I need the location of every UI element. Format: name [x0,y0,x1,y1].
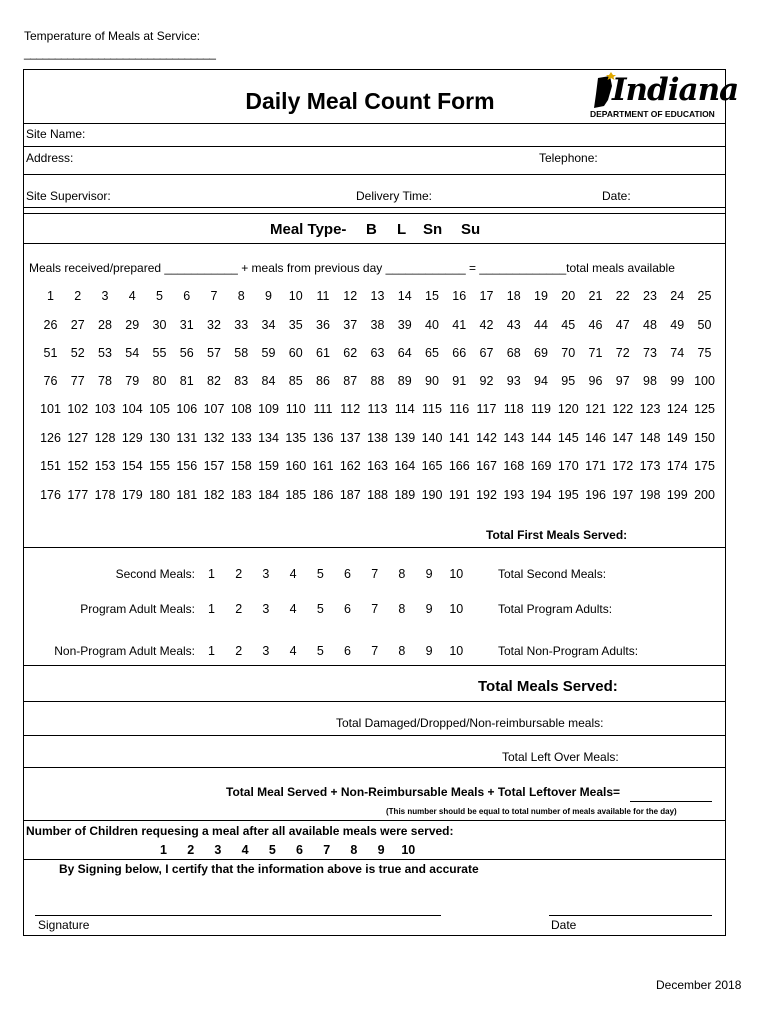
count-number[interactable]: 78 [98,374,112,388]
count-number[interactable]: 95 [561,374,576,388]
temperature-blank[interactable]: _______________________________ [24,46,216,60]
count-number[interactable]: 38 [370,318,385,332]
total-available-blank[interactable]: _____________ [479,261,567,275]
program-adult-label: Program Adult Meals: [80,602,195,616]
tally-number[interactable]: 9 [425,602,433,616]
count-row [37,374,717,392]
count-number[interactable]: 18 [506,289,521,303]
count-number[interactable]: 13 [370,289,385,303]
count-number[interactable]: 173 [639,459,661,473]
count-number[interactable]: 179 [121,488,143,502]
count-number[interactable]: 190 [421,488,443,502]
total-meals-served-label[interactable]: Total Meals Served: [478,678,618,695]
count-number[interactable]: 116 [449,402,470,416]
count-number[interactable]: 151 [40,459,61,473]
count-number[interactable]: 161 [312,459,334,473]
count-number[interactable]: 47 [615,318,630,332]
count-number[interactable]: 119 [531,402,551,416]
count-number[interactable]: 54 [125,346,140,360]
count-number[interactable]: 4 [128,289,136,303]
count-number[interactable]: 193 [503,488,525,502]
count-number[interactable]: 117 [476,402,497,416]
count-number[interactable]: 106 [176,402,198,416]
count-number[interactable]: 146 [585,431,606,445]
count-number[interactable]: 143 [503,431,525,445]
count-number[interactable]: 74 [670,346,685,360]
count-row [37,488,717,506]
count-number[interactable]: 21 [588,289,603,303]
meals-received-blank[interactable]: ___________ [164,261,238,275]
count-number[interactable]: 142 [476,431,497,445]
tally-number[interactable]: 6 [296,843,303,857]
count-number[interactable]: 33 [234,318,249,332]
count-number[interactable]: 67 [479,346,494,360]
tally-number[interactable]: 5 [316,602,324,616]
count-number[interactable]: 99 [670,374,685,388]
count-number[interactable]: 65 [425,346,439,360]
count-number[interactable]: 184 [258,488,279,502]
count-number[interactable]: 170 [557,459,579,473]
count-number[interactable]: 27 [70,318,85,332]
total-second-meals-label[interactable]: Total Second Meals: [498,567,607,581]
count-number[interactable]: 9 [265,289,272,303]
count-number[interactable]: 187 [339,488,361,502]
count-number[interactable]: 94 [534,374,548,388]
count-number[interactable]: 36 [316,318,330,332]
count-number[interactable]: 14 [397,289,412,303]
count-number[interactable]: 59 [261,346,276,360]
count-number[interactable]: 8 [237,289,245,303]
count-number[interactable]: 56 [179,346,194,360]
count-number[interactable]: 3 [101,289,109,303]
signature-label: Signature [38,918,90,932]
count-number[interactable]: 96 [588,374,603,388]
count-row [37,402,717,420]
count-number[interactable]: 92 [479,374,494,388]
logo-word: Indiana [612,72,739,108]
count-number[interactable]: 62 [343,346,358,360]
count-number[interactable]: 60 [288,346,303,360]
signature-date-label: Date [551,918,577,932]
meal-type-lunch[interactable]: L [397,221,407,238]
count-number[interactable]: 66 [452,346,467,360]
count-number[interactable]: 111 [313,402,333,416]
count-number[interactable]: 136 [312,431,334,445]
count-number[interactable]: 185 [285,488,307,502]
count-number[interactable]: 152 [67,459,89,473]
count-number[interactable]: 115 [422,402,442,416]
tally-number[interactable]: 2 [235,644,243,658]
count-number[interactable]: 37 [343,318,358,332]
total-formula-label: Total Meal Served + Non-Reimbursable Meals + Total Leftover Meals= [226,785,621,799]
site-name-label[interactable]: Site Name: [26,127,86,141]
count-number[interactable]: 6 [183,289,191,303]
tally-number[interactable]: 3 [214,843,222,857]
count-number[interactable]: 39 [397,318,412,332]
children-requesting-label: Number of Children requesing a meal after all available meals were served: [26,824,454,838]
certify-statement: By Signing below, I certify that the information above is true and accurate [59,862,479,876]
count-row [37,431,717,449]
count-number[interactable]: 20 [561,289,576,303]
count-number[interactable]: 29 [125,318,140,332]
tally-number[interactable]: 5 [268,843,276,857]
count-number[interactable]: 108 [230,402,252,416]
tally-number[interactable]: 1 [208,602,215,616]
count-number[interactable]: 76 [43,374,58,388]
total-first-meals-label: Total First Meals Served: [486,528,628,542]
count-number[interactable]: 45 [561,318,576,332]
count-number[interactable]: 196 [585,488,606,502]
count-number[interactable]: 50 [697,318,712,332]
count-number[interactable]: 57 [207,346,221,360]
count-number[interactable]: 198 [639,488,661,502]
count-number[interactable]: 194 [530,488,552,502]
tally-number[interactable]: 8 [398,644,406,658]
count-number[interactable]: 121 [585,402,606,416]
count-number[interactable]: 104 [121,402,143,416]
count-number[interactable]: 17 [479,289,494,303]
count-number[interactable]: 125 [694,402,715,416]
count-number[interactable]: 192 [476,488,497,502]
total-available-label: total meals available [566,261,675,275]
tally-number[interactable]: 9 [425,567,433,581]
count-row [37,459,717,477]
count-number[interactable]: 181 [176,488,198,502]
tally-number[interactable]: 3 [262,644,270,658]
count-number[interactable]: 15 [425,289,439,303]
count-number[interactable]: 183 [230,488,252,502]
count-number[interactable]: 7 [210,289,218,303]
count-number[interactable]: 186 [312,488,334,502]
tally-number[interactable]: 1 [160,843,167,857]
count-number[interactable]: 64 [397,346,412,360]
count-number[interactable]: 70 [561,346,576,360]
count-number[interactable]: 160 [285,459,307,473]
count-number[interactable]: 10 [288,289,303,303]
count-number[interactable]: 129 [121,431,143,445]
count-number[interactable]: 127 [67,431,89,445]
count-number[interactable]: 12 [343,289,358,303]
count-number[interactable]: 124 [666,402,688,416]
count-number[interactable]: 163 [367,459,388,473]
count-number[interactable]: 148 [639,431,661,445]
tally-number[interactable]: 2 [187,843,195,857]
count-number[interactable]: 172 [612,459,634,473]
signature-date-line[interactable] [549,915,712,916]
count-number[interactable]: 90 [425,374,439,388]
count-number[interactable]: 44 [534,318,548,332]
tally-number[interactable]: 5 [316,567,324,581]
count-number[interactable]: 132 [203,431,225,445]
count-number[interactable]: 97 [615,374,630,388]
count-number[interactable]: 177 [67,488,89,502]
count-number[interactable]: 23 [643,289,657,303]
count-number[interactable]: 174 [666,459,688,473]
count-number[interactable]: 19 [534,289,548,303]
count-number[interactable]: 135 [285,431,307,445]
meal-type-label: Meal Type- [270,221,347,238]
count-row [37,346,717,364]
tally-number[interactable]: 10 [449,644,464,658]
count-number[interactable]: 191 [448,488,470,502]
count-number[interactable]: 32 [207,318,221,332]
count-number[interactable]: 73 [643,346,657,360]
count-number[interactable]: 114 [394,402,415,416]
count-number[interactable]: 87 [343,374,358,388]
count-number[interactable]: 69 [534,346,548,360]
tally-number[interactable]: 10 [449,602,464,616]
count-row [37,289,717,307]
count-number[interactable]: 134 [258,431,279,445]
tally-number[interactable]: 9 [425,644,433,658]
count-number[interactable]: 178 [94,488,116,502]
tally-number[interactable]: 8 [398,567,406,581]
count-number[interactable]: 144 [530,431,552,445]
tally-number[interactable]: 10 [449,567,464,581]
total-program-adults-label[interactable]: Total Program Adults: [498,602,613,616]
count-number[interactable]: 176 [40,488,61,502]
tally-number[interactable]: 7 [371,644,379,658]
count-number[interactable]: 113 [367,402,388,416]
count-number[interactable]: 93 [506,374,521,388]
count-number[interactable]: 137 [339,431,361,445]
count-number[interactable]: 5 [156,289,163,303]
count-number[interactable]: 200 [694,488,715,502]
total-formula-blank[interactable] [630,801,712,802]
count-number[interactable]: 171 [585,459,606,473]
count-number[interactable]: 107 [203,402,225,416]
count-number[interactable]: 52 [70,346,85,360]
formula-note: (This number should be equal to total number of meals available for the day) [386,807,677,816]
meals-equation [29,261,675,275]
count-number[interactable]: 40 [425,318,439,332]
date-label[interactable]: Date: [602,189,631,203]
second-meals-numbers [198,567,478,585]
count-number[interactable]: 147 [612,431,634,445]
count-number[interactable]: 133 [230,431,252,445]
count-number[interactable]: 130 [149,431,170,445]
tally-number[interactable]: 2 [235,567,243,581]
count-number[interactable]: 2 [74,289,82,303]
count-number[interactable]: 131 [176,431,198,445]
count-number[interactable]: 42 [479,318,494,332]
count-number[interactable]: 105 [149,402,170,416]
count-number[interactable]: 43 [506,318,521,332]
count-number[interactable]: 199 [666,488,688,502]
count-number[interactable]: 188 [367,488,388,502]
tally-number[interactable]: 4 [289,602,297,616]
tally-number[interactable]: 5 [316,644,324,658]
address-label[interactable]: Address: [26,151,74,165]
count-number[interactable]: 89 [397,374,412,388]
count-number[interactable]: 123 [639,402,661,416]
count-number[interactable]: 102 [67,402,89,416]
count-number[interactable]: 149 [666,431,688,445]
count-number[interactable]: 138 [367,431,388,445]
tally-number[interactable]: 2 [235,602,243,616]
count-row [37,318,717,336]
delivery-time-label[interactable]: Delivery Time: [356,189,433,203]
count-number[interactable]: 162 [339,459,361,473]
count-number[interactable]: 164 [394,459,416,473]
count-number[interactable]: 118 [503,402,524,416]
count-number[interactable]: 26 [43,318,58,332]
nonprogram-adult-numbers [198,644,478,662]
count-number[interactable]: 103 [94,402,116,416]
count-number[interactable]: 61 [316,346,330,360]
count-number[interactable]: 153 [94,459,116,473]
footer-date: December 2018 [656,978,742,992]
count-number[interactable]: 48 [643,318,657,332]
count-number[interactable]: 109 [258,402,279,416]
count-number[interactable]: 51 [43,346,58,360]
site-supervisor-label[interactable]: Site Supervisor: [26,189,111,203]
count-number[interactable]: 140 [421,431,443,445]
count-number[interactable]: 165 [421,459,443,473]
previous-day-blank[interactable]: ____________ [385,261,466,275]
count-number[interactable]: 180 [149,488,170,502]
count-number[interactable]: 16 [452,289,467,303]
count-number[interactable]: 68 [506,346,521,360]
count-number[interactable]: 80 [152,374,167,388]
meal-type-breakfast[interactable]: B [366,221,377,238]
tally-number[interactable]: 10 [401,843,416,857]
tally-number[interactable]: 1 [208,567,215,581]
count-number[interactable]: 41 [452,318,467,332]
count-number[interactable]: 35 [288,318,303,332]
logo-subtitle: DEPARTMENT OF EDUCATION [590,109,715,119]
tally-number[interactable]: 8 [398,602,406,616]
count-number[interactable]: 34 [261,318,276,332]
tally-number[interactable]: 9 [377,843,385,857]
count-number[interactable]: 139 [394,431,416,445]
count-number[interactable]: 120 [557,402,579,416]
count-number[interactable]: 84 [261,374,276,388]
count-number[interactable]: 63 [370,346,385,360]
count-number[interactable]: 86 [316,374,330,388]
count-number[interactable]: 157 [203,459,225,473]
count-number[interactable]: 158 [230,459,252,473]
count-number[interactable]: 159 [258,459,279,473]
count-number[interactable]: 175 [694,459,715,473]
temperature-label: Temperature of Meals at Service: [24,29,201,43]
count-number[interactable]: 156 [176,459,198,473]
count-number[interactable]: 49 [670,318,685,332]
count-number[interactable]: 197 [612,488,634,502]
form-title: Daily Meal Count Form [245,88,495,114]
count-number[interactable]: 126 [40,431,61,445]
total-nonprogram-adults-label[interactable]: Total Non-Program Adults: [498,644,639,658]
count-number[interactable]: 189 [394,488,416,502]
nonprogram-adult-label: Non-Program Adult Meals: [54,644,195,658]
count-number[interactable]: 31 [179,318,194,332]
leftover-meals-label[interactable]: Total Left Over Meals: [502,750,619,764]
tally-number[interactable]: 8 [350,843,358,857]
count-number[interactable]: 81 [179,374,194,388]
count-number[interactable]: 167 [476,459,497,473]
meals-received-label: Meals received/prepared [29,261,162,275]
tally-number[interactable]: 4 [289,567,297,581]
tally-number[interactable]: 7 [323,843,331,857]
count-number[interactable]: 85 [288,374,303,388]
program-adult-numbers [198,602,478,620]
count-number[interactable]: 101 [40,402,61,416]
count-number[interactable]: 46 [588,318,603,332]
tally-number[interactable]: 7 [371,602,379,616]
tally-number[interactable]: 6 [344,567,351,581]
count-number[interactable]: 100 [694,374,715,388]
second-meals-label: Second Meals: [115,567,195,581]
count-number[interactable]: 1 [47,289,54,303]
indiana-doe-logo [590,72,739,120]
count-number[interactable]: 122 [612,402,634,416]
count-number[interactable]: 154 [121,459,143,473]
count-number[interactable]: 145 [557,431,579,445]
signature-line[interactable] [35,915,441,916]
previous-day-label: + meals from previous day [241,261,383,275]
count-number[interactable]: 83 [234,374,249,388]
count-number[interactable]: 110 [285,402,306,416]
count-number[interactable]: 195 [557,488,579,502]
count-number[interactable]: 112 [340,402,361,416]
tally-number[interactable]: 3 [262,567,270,581]
count-number[interactable]: 24 [670,289,685,303]
count-number[interactable]: 155 [149,459,170,473]
count-number[interactable]: 82 [207,374,221,388]
count-number[interactable]: 79 [125,374,140,388]
count-number[interactable]: 91 [452,374,467,388]
telephone-label[interactable]: Telephone: [539,151,598,165]
count-number[interactable]: 128 [94,431,116,445]
tally-number[interactable]: 7 [371,567,379,581]
count-number[interactable]: 55 [152,346,167,360]
damaged-meals-label[interactable]: Total Damaged/Dropped/Non-reimbursable meals: [336,716,604,730]
count-number[interactable]: 169 [530,459,552,473]
count-number[interactable]: 150 [694,431,715,445]
count-number[interactable]: 141 [448,431,470,445]
meal-type-snack[interactable]: Sn [423,221,443,238]
count-number[interactable]: 72 [615,346,630,360]
count-number[interactable]: 77 [70,374,85,388]
tally-number[interactable]: 4 [289,644,297,658]
count-number[interactable]: 166 [448,459,470,473]
count-number[interactable]: 30 [152,318,167,332]
count-number[interactable]: 25 [697,289,712,303]
count-number[interactable]: 53 [98,346,112,360]
tally-number[interactable]: 6 [344,602,351,616]
tally-number[interactable]: 1 [208,644,215,658]
count-number[interactable]: 75 [697,346,712,360]
count-number[interactable]: 98 [643,374,657,388]
count-number[interactable]: 58 [234,346,249,360]
tally-number[interactable]: 3 [262,602,270,616]
count-number[interactable]: 168 [503,459,525,473]
meal-type-supper[interactable]: Su [461,221,481,238]
count-number[interactable]: 11 [316,289,330,303]
count-number[interactable]: 182 [203,488,225,502]
count-number[interactable]: 22 [615,289,630,303]
count-number[interactable]: 71 [588,346,603,360]
tally-number[interactable]: 4 [241,843,249,857]
equals-sign: = [469,261,477,275]
count-number[interactable]: 28 [98,318,112,332]
tally-number[interactable]: 6 [344,644,351,658]
count-number[interactable]: 88 [370,374,385,388]
